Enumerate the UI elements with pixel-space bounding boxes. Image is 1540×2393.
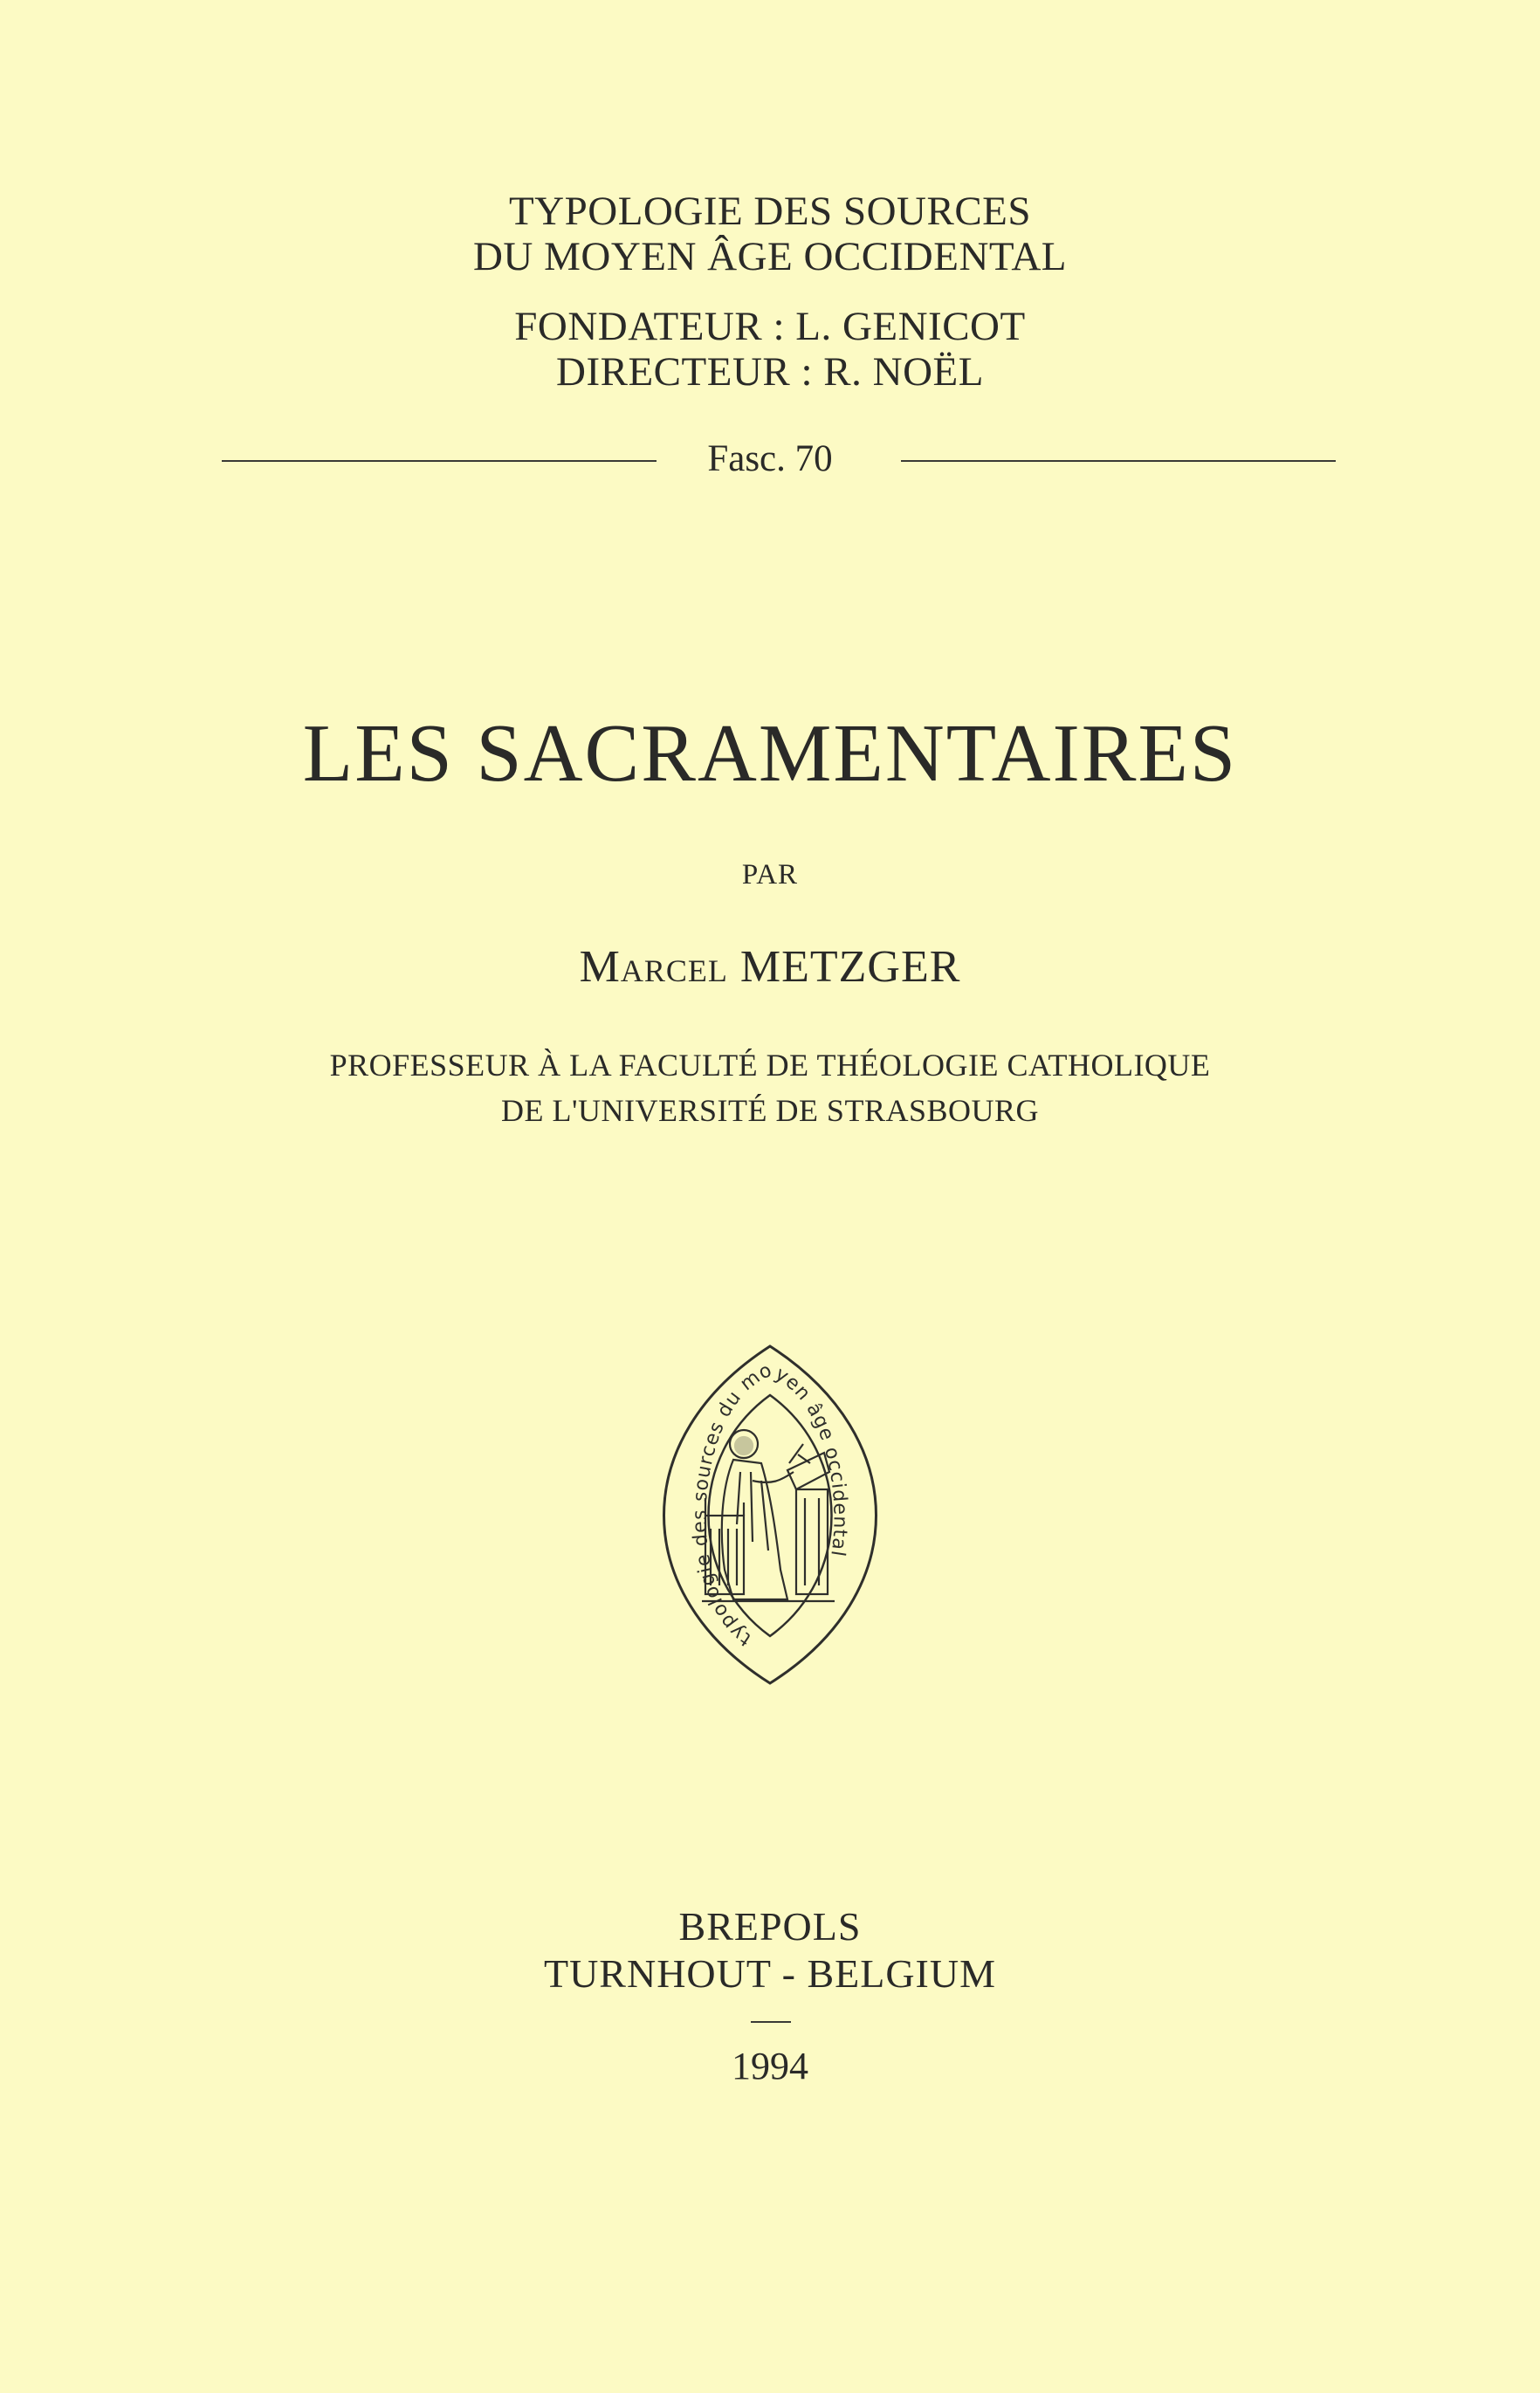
seal-logo-icon (650, 1341, 890, 1688)
by-label: PAR (741, 859, 799, 890)
series-title-line1: TYPOLOGIE DES SOURCES (508, 189, 1032, 234)
series-director: DIRECTEUR : R. NOËL (556, 349, 984, 395)
series-founder: FONDATEUR : L. GENICOT (514, 304, 1026, 349)
publisher-place: TURNHOUT - BELGIUM (543, 1951, 996, 1996)
author-first-name: Marcel (579, 942, 728, 992)
author-affiliation-line1: PROFESSEUR À LA FACULTÉ DE THÉOLOGIE CATHOLIQUE (329, 1048, 1211, 1083)
svg-text:typologie des sources du moyen: typologie des sources du moyen âge occidental (689, 1358, 851, 1650)
fascicle-number: Fasc. 70 (707, 438, 833, 479)
book-title: LES SACRAMENTAIRES (302, 708, 1238, 799)
author-name (0, 939, 1540, 995)
publication-year: 1994 (732, 2045, 808, 2087)
author-last-name: METZGER (739, 942, 961, 992)
year-divider (751, 2021, 791, 2023)
publisher-name: BREPOLS (678, 1904, 862, 1949)
series-title-line2: DU MOYEN ÂGE OCCIDENTAL (472, 234, 1068, 279)
author-affiliation-line2: DE L'UNIVERSITÉ DE STRASBOURG (501, 1093, 1039, 1128)
divider-right (901, 460, 1336, 462)
